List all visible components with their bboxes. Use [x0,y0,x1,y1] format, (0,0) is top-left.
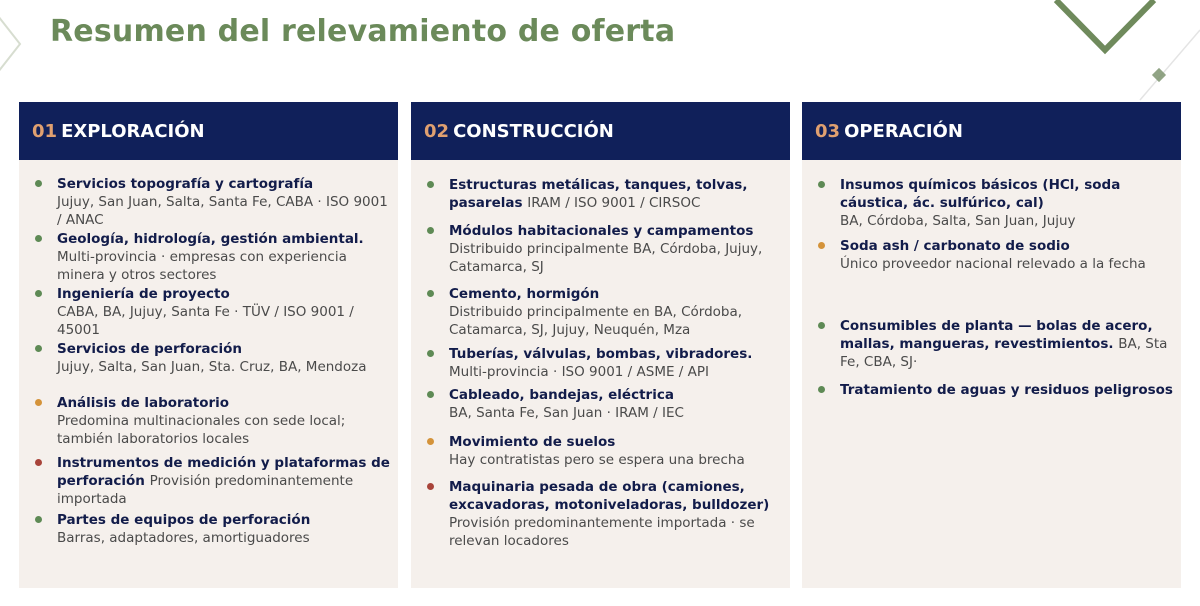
list-item [840,237,1173,273]
column-construccion [411,102,790,588]
list-item [57,230,390,284]
decorative-line-top-right [1130,0,1200,110]
bullet-dot [818,386,825,393]
item-inline-desc: Provisión predominantemente importada [57,473,354,507]
bullet-dot [35,235,42,242]
list-item [57,285,390,339]
list-item [840,381,1173,399]
item-inline-desc: IRAM / ISO 9001 / CIRSOC [527,195,701,211]
column-header [411,102,790,160]
list-item [57,394,390,448]
item-title-text: Estructuras metálicas, tanques, tolvas, pasarelas [449,177,748,211]
bullet-dot [427,483,434,490]
list-item [449,345,782,381]
item-inline-desc: BA, Sta Fe, CBA, SJ· [840,336,1168,370]
bullet-dot [427,350,434,357]
bullet-dot [35,459,42,466]
list-item [57,175,390,229]
column-label: EXPLORACIÓN [61,120,205,142]
list-item [840,176,1173,230]
item-title [840,317,1173,371]
list-item [57,511,390,547]
item-title: Geología, hidrología, gestión ambiental. [57,231,364,247]
item-title [449,176,782,212]
bullet-dot [818,242,825,249]
item-title: Ingeniería de proyecto [57,286,230,302]
page-title: Resumen del relevamiento de oferta [50,14,676,49]
item-title: Servicios de perforación [57,341,243,357]
item-desc: Distribuido principalmente BA, Córdoba, Jujuy, Catamarca, SJ [449,241,763,275]
item-desc: Jujuy, San Juan, Salta, Santa Fe, CABA · ISO 9001 / ANAC [57,194,388,228]
column-number: 01 [32,120,58,142]
item-title: Movimiento de suelos [449,434,616,450]
bullet-dot [818,181,825,188]
item-desc: Hay contratistas pero se espera una brecha [449,452,745,468]
list-item [840,317,1173,371]
item-desc: Único proveedor nacional relevado a la fecha [840,256,1146,272]
item-desc: Distribuido principalmente en BA, Córdoba, Catamarca, SJ, Jujuy, Neuquén, Mza [449,304,743,338]
item-title-text: Consumibles de planta — bolas de acero, mallas, mangueras, revestimientos. [840,318,1153,352]
item-title: Servicios topografía y cartografía [57,176,314,192]
item-title-text: Instrumentos de medición y plataformas de perforación [57,455,390,489]
list-item [449,285,782,339]
bullet-dot [35,345,42,352]
item-title: Tuberías, válvulas, bombas, vibradores. [449,346,753,362]
column-operacion [802,102,1181,588]
item-desc: BA, Santa Fe, San Juan · IRAM / IEC [449,405,684,421]
item-title [57,454,390,508]
column-number: 03 [815,120,841,142]
column-label: CONSTRUCCIÓN [453,120,614,142]
decorative-chevron-left [0,14,24,74]
column-label: OPERACIÓN [844,120,963,142]
list-item [449,433,782,469]
item-desc: CABA, BA, Jujuy, Santa Fe · TÜV / ISO 9001 / 45001 [57,304,354,338]
column-header [19,102,398,160]
item-title: Partes de equipos de perforación [57,512,311,528]
bullet-dot [427,438,434,445]
bullet-dot [35,516,42,523]
item-title: Insumos químicos básicos (HCl, soda cáustica, ác. sulfúrico, cal) [840,177,1121,211]
bullet-dot [818,322,825,329]
column-header [802,102,1181,160]
bullet-dot [427,181,434,188]
list-item [57,454,390,508]
item-desc: Provisión predominantemente importada · se relevan locadores [449,515,755,549]
item-title: Análisis de laboratorio [57,395,230,411]
bullet-dot [427,391,434,398]
item-title: Cableado, bandejas, eléctrica [449,387,674,403]
bullet-dot [35,399,42,406]
item-title: Soda ash / carbonato de sodio [840,238,1070,254]
list-item [449,176,782,212]
item-title: Maquinaria pesada de obra (camiones, excavadoras, motoniveladoras, bulldozer) [449,479,770,513]
item-title: Módulos habitacionales y campamentos [449,223,754,239]
list-item [449,478,782,550]
item-desc: Predomina multinacionales con sede local; también laboratorios locales [57,413,346,447]
column-exploracion [19,102,398,588]
bullet-dot [427,227,434,234]
item-title: Tratamiento de aguas y residuos peligrosos [840,382,1173,398]
item-desc: BA, Córdoba, Salta, San Juan, Jujuy [840,213,1076,229]
bullet-dot [427,290,434,297]
bullet-dot [35,180,42,187]
item-title: Cemento, hormigón [449,286,600,302]
item-desc: Jujuy, Salta, San Juan, Sta. Cruz, BA, Mendoza [57,359,367,375]
column-number: 02 [424,120,450,142]
list-item [449,222,782,276]
item-desc: Barras, adaptadores, amortiguadores [57,530,310,546]
bullet-dot [35,290,42,297]
item-desc: Multi-provincia · empresas con experiencia minera y otros sectores [57,249,347,283]
item-desc: Multi-provincia · ISO 9001 / ASME / API [449,364,709,380]
list-item [57,340,390,376]
list-item [449,386,782,422]
